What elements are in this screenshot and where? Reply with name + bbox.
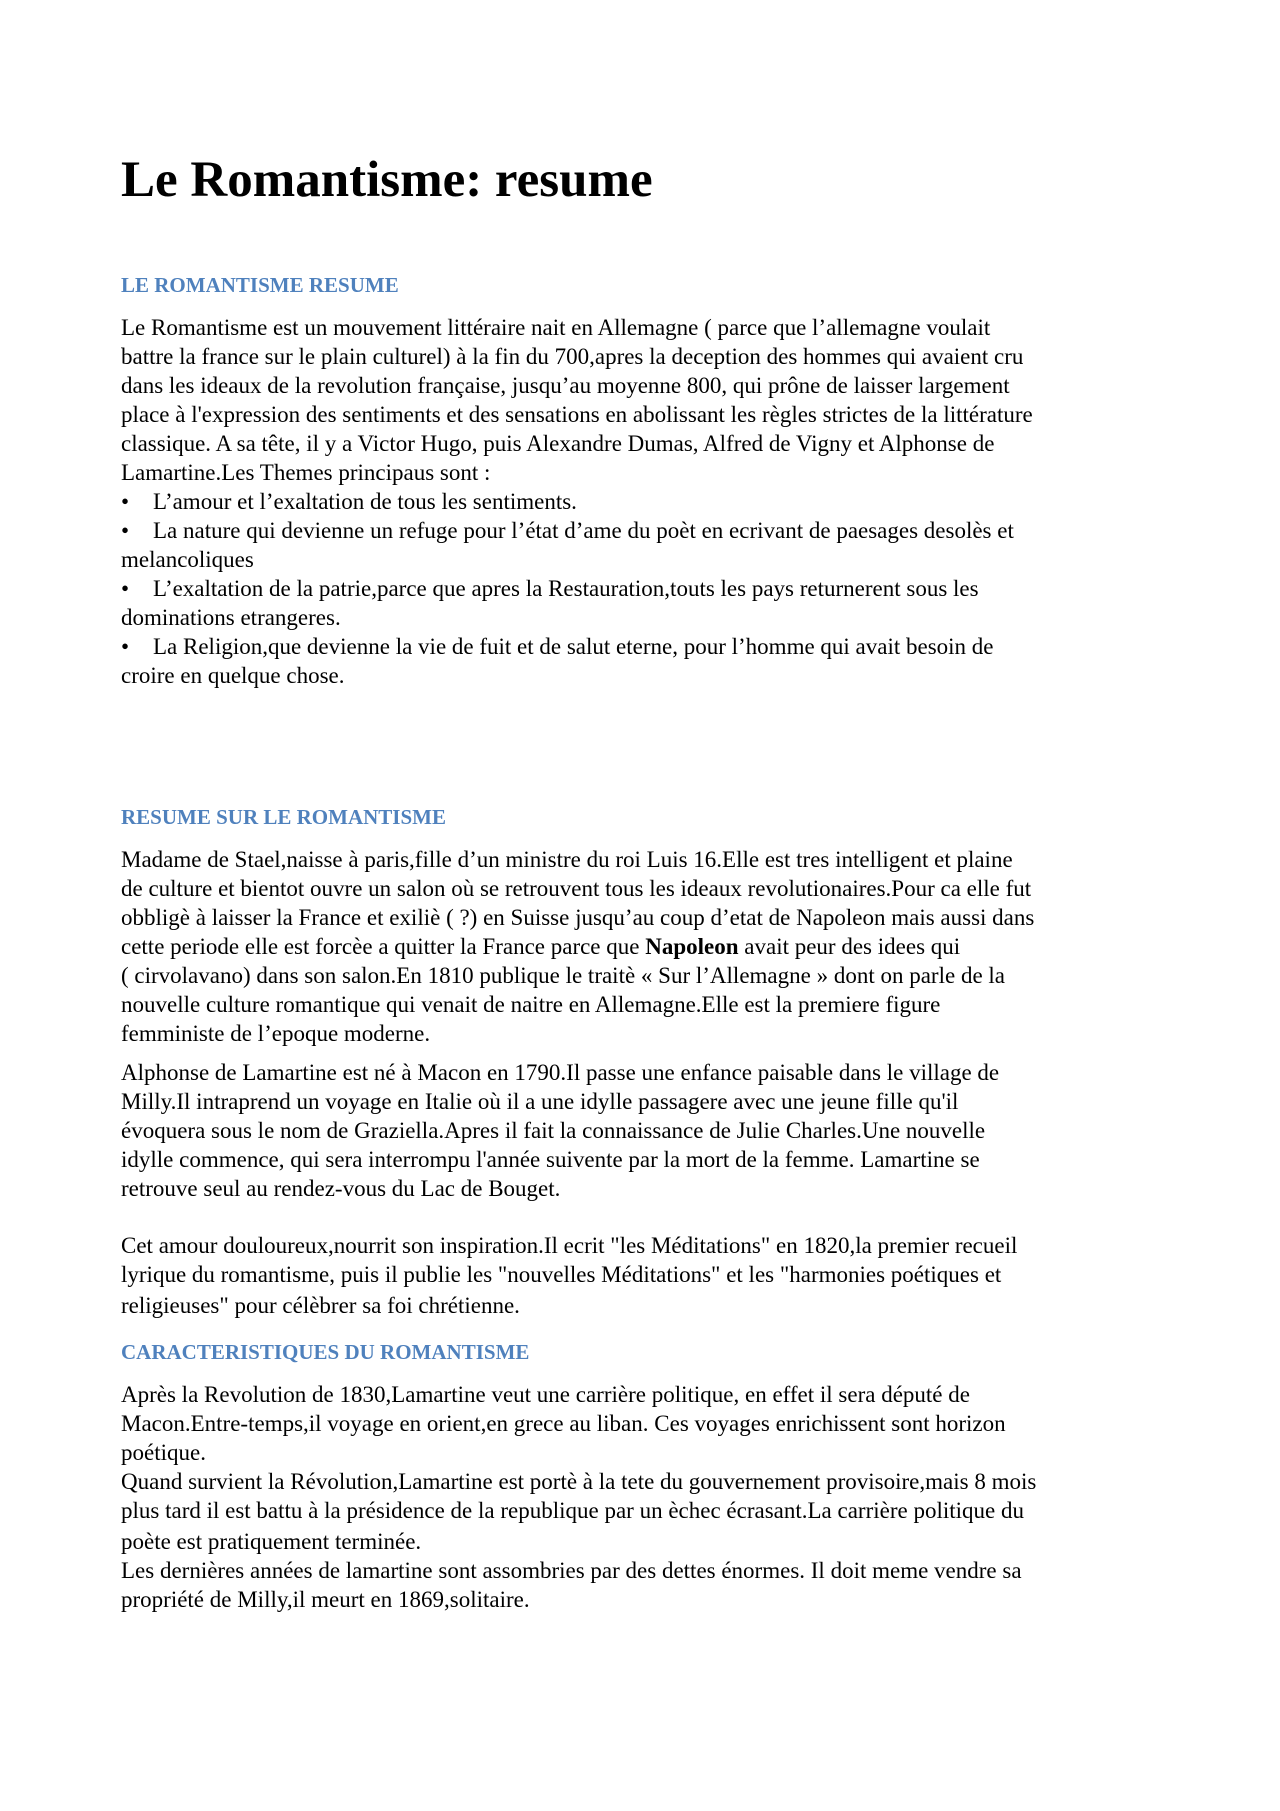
document-title: Le Romantisme: resume xyxy=(121,152,653,208)
bullet-text: L’amour et l’exaltation de tous les sentiments. xyxy=(153,489,577,514)
paragraph-line: retrouve seul au rendez-vous du Lac de Bouget. xyxy=(121,1176,561,1201)
bullet-text-continuation: dominations etrangeres. xyxy=(121,605,341,630)
section-heading-resume-sur-le-romantisme: RESUME SUR LE ROMANTISME xyxy=(121,805,446,829)
paragraph-line: battre la france sur le plain culturel) à la fin du 700,apres la deception des hommes qui avaient cru xyxy=(121,344,1024,369)
paragraph-line: obbligè à laisser la France et exiliè ( ?) en Suisse jusqu’au coup d’etat de Napoleon mais aussi dans xyxy=(121,905,1035,930)
bullet-marker: • xyxy=(121,634,130,659)
text-run: avait peur des idees qui xyxy=(738,934,961,959)
paragraph-line: lyrique du romantisme, puis il publie les "nouvelles Méditations" et les "harmonies poétiques et xyxy=(121,1262,1002,1287)
bullet-text-continuation: melancoliques xyxy=(121,547,254,572)
paragraph-line: Lamartine.Les Themes principaus sont : xyxy=(121,460,491,485)
bullet-item xyxy=(121,633,994,661)
paragraph-line: nouvelle culture romantique qui venait de naitre en Allemagne.Elle est la premiere figure xyxy=(121,992,941,1017)
paragraph-line: évoquera sous le nom de Graziella.Apres il fait la connaissance de Julie Charles.Une nouvelle xyxy=(121,1118,986,1143)
paragraph-line: classique. A sa tête, il y a Victor Hugo, puis Alexandre Dumas, Alfred de Vigny et Alphonse de xyxy=(121,431,995,456)
paragraph-line: ( cirvolavano) dans son salon.En 1810 publique le traitè « Sur l’Allemagne » dont on parle de la xyxy=(121,963,1005,988)
bullet-text: L’exaltation de la patrie,parce que apres la Restauration,touts les pays returnerent sous les xyxy=(153,576,979,601)
bullet-marker: • xyxy=(121,518,130,543)
paragraph-line: Cet amour douloureux,nourrit son inspiration.Il ecrit "les Méditations" en 1820,la premier recueil xyxy=(121,1233,1018,1258)
bullet-item xyxy=(121,517,1014,545)
bold-text-napoleon: Napoleon xyxy=(645,934,739,959)
paragraph-line: Alphonse de Lamartine est né à Macon en 1790.Il passe une enfance paisable dans le village de xyxy=(121,1060,1000,1085)
bullet-text: La nature qui devienne un refuge pour l’état d’ame du poèt en ecrivant de paesages desolès et xyxy=(153,518,1014,543)
paragraph-line: Madame de Stael,naisse à paris,fille d’un ministre du roi Luis 16.Elle est tres intelligent et plaine xyxy=(121,847,1013,872)
paragraph-line: Quand survient la Révolution,Lamartine est portè à la tete du gouvernement provisoire,mais 8 mois xyxy=(121,1469,1037,1494)
paragraph-line: propriété de Milly,il meurt en 1869,solitaire. xyxy=(121,1587,530,1612)
text-run: cette periode elle est forcèe a quitter la France parce que xyxy=(121,934,646,959)
bullet-item xyxy=(121,488,577,516)
paragraph-line: idylle commence, qui sera interrompu l'année suivente par la mort de la femme. Lamartine se xyxy=(121,1147,980,1172)
paragraph-line: Les dernières années de lamartine sont assombries par des dettes énormes. Il doit meme vendre sa xyxy=(121,1558,1022,1583)
bullet-text-continuation: croire en quelque chose. xyxy=(121,663,345,688)
paragraph-line: Après la Revolution de 1830,Lamartine veut une carrière politique, en effet il sera député de xyxy=(121,1382,970,1407)
paragraph-line: dans les ideaux de la revolution française, jusqu’au moyenne 800, qui prône de laisser largement xyxy=(121,373,1010,398)
bullet-marker: • xyxy=(121,489,130,514)
paragraph-line: place à l'expression des sentiments et des sensations en abolissant les règles strictes de la littérature xyxy=(121,402,1033,427)
paragraph-line: poète est pratiquement terminée. xyxy=(121,1529,422,1554)
paragraph-line: de culture et bientot ouvre un salon où se retrouvent tous les ideaux revolutionaires.Pour ca elle fut xyxy=(121,876,1032,901)
paragraph-line: Le Romantisme est un mouvement littéraire nait en Allemagne ( parce que l’allemagne voulait xyxy=(121,315,991,340)
paragraph-line: femministe de l’epoque moderne. xyxy=(121,1021,431,1046)
paragraph-line: religieuses" pour célèbrer sa foi chrétienne. xyxy=(121,1293,520,1318)
paragraph-line: Macon.Entre-temps,il voyage en orient,en grece au liban. Ces voyages enrichissent sont horizon xyxy=(121,1411,1006,1436)
bullet-marker: • xyxy=(121,576,130,601)
paragraph-line: poétique. xyxy=(121,1440,206,1465)
section-heading-caracteristiques: CARACTERISTIQUES DU ROMANTISME xyxy=(121,1340,530,1364)
section-heading-romantisme-resume: LE ROMANTISME RESUME xyxy=(121,273,399,297)
paragraph-line xyxy=(121,933,960,961)
bullet-text: La Religion,que devienne la vie de fuit et de salut eterne, pour l’homme qui avait besoin de xyxy=(153,634,994,659)
paragraph-line: plus tard il est battu à la présidence de la republique par un èchec écrasant.La carrière politique du xyxy=(121,1498,1024,1523)
bullet-item xyxy=(121,575,979,603)
paragraph-line: Milly.Il intraprend un voyage en Italie où il a une idylle passagere avec une jeune fille qu'il xyxy=(121,1089,959,1114)
